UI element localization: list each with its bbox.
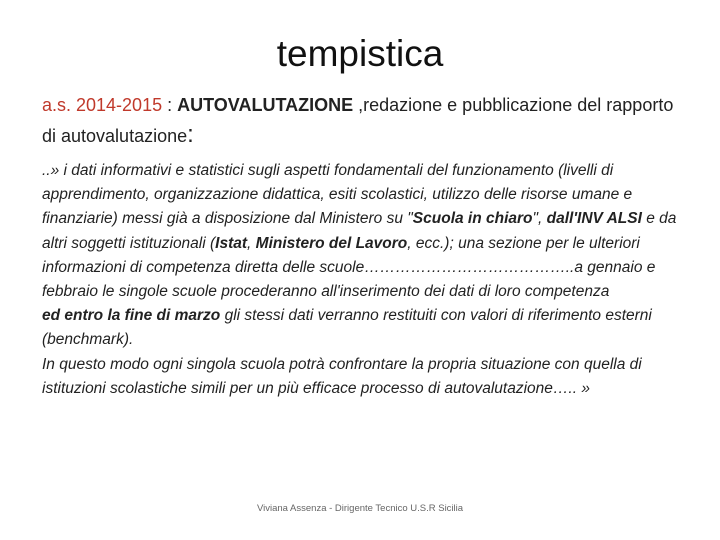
body-text <box>42 159 692 401</box>
body-text-segment: e da altri soggetti istituzionali ( <box>42 210 677 252</box>
body-text-segment: , <box>247 234 256 252</box>
subtitle-separator: : <box>162 95 178 115</box>
body-text-segment: , ecc.); una sezione per le ulteriori informazioni di competenza diretta delle scuole…………………………………..a gennaio e febbraio le singole scuole procederanno all'inserimento dei dati di loro competenza <box>42 234 656 301</box>
body-paragraph-3: In questo modo ogni singola scuola potrà confrontare la propria situazione con quella di istituzioni scolastiche simili per un più efficace processo di autovalutazione….. » <box>42 355 642 397</box>
slide-title: tempistica <box>276 33 444 74</box>
body-text-segment: gli stessi dati verranno restituiti con valori di riferimento esterni (benchmark). <box>42 307 652 349</box>
invalsi-label: dall'INV ALSI <box>546 210 642 228</box>
scuola-in-chiaro-label: Scuola in chiaro <box>412 210 533 228</box>
subtitle-rest: ,redazione e pubblicazione del rapporto di autovalutazione <box>42 95 674 146</box>
ministero-lavoro-label: Ministero del Lavoro <box>255 234 408 252</box>
body-text-segment: ..» i dati informativi e statistici sugli aspetti fondamentali del funzionamento (livelli di apprendimento, organizzazione didattica, esiti scolastici, utilizzo delle risorse umane e finanziarie) messi già a disposizione dal Ministero su " <box>42 162 633 228</box>
deadline-label: ed entro la fine di marzo <box>42 307 221 325</box>
subtitle-keyword: AUTOVALUTAZIONE <box>177 95 354 115</box>
school-year: a.s. 2014-2015 <box>42 95 163 115</box>
istat-label: Istat <box>215 234 248 252</box>
subtitle-colon: : <box>187 121 194 148</box>
body-paragraph-1 <box>42 159 692 304</box>
body-text-segment: ", <box>532 210 547 228</box>
body-paragraph-2 <box>42 304 692 352</box>
subtitle <box>42 91 692 151</box>
slide-footer: Viviana Assenza - Dirigente Tecnico U.S.R Sicilia <box>256 503 464 514</box>
